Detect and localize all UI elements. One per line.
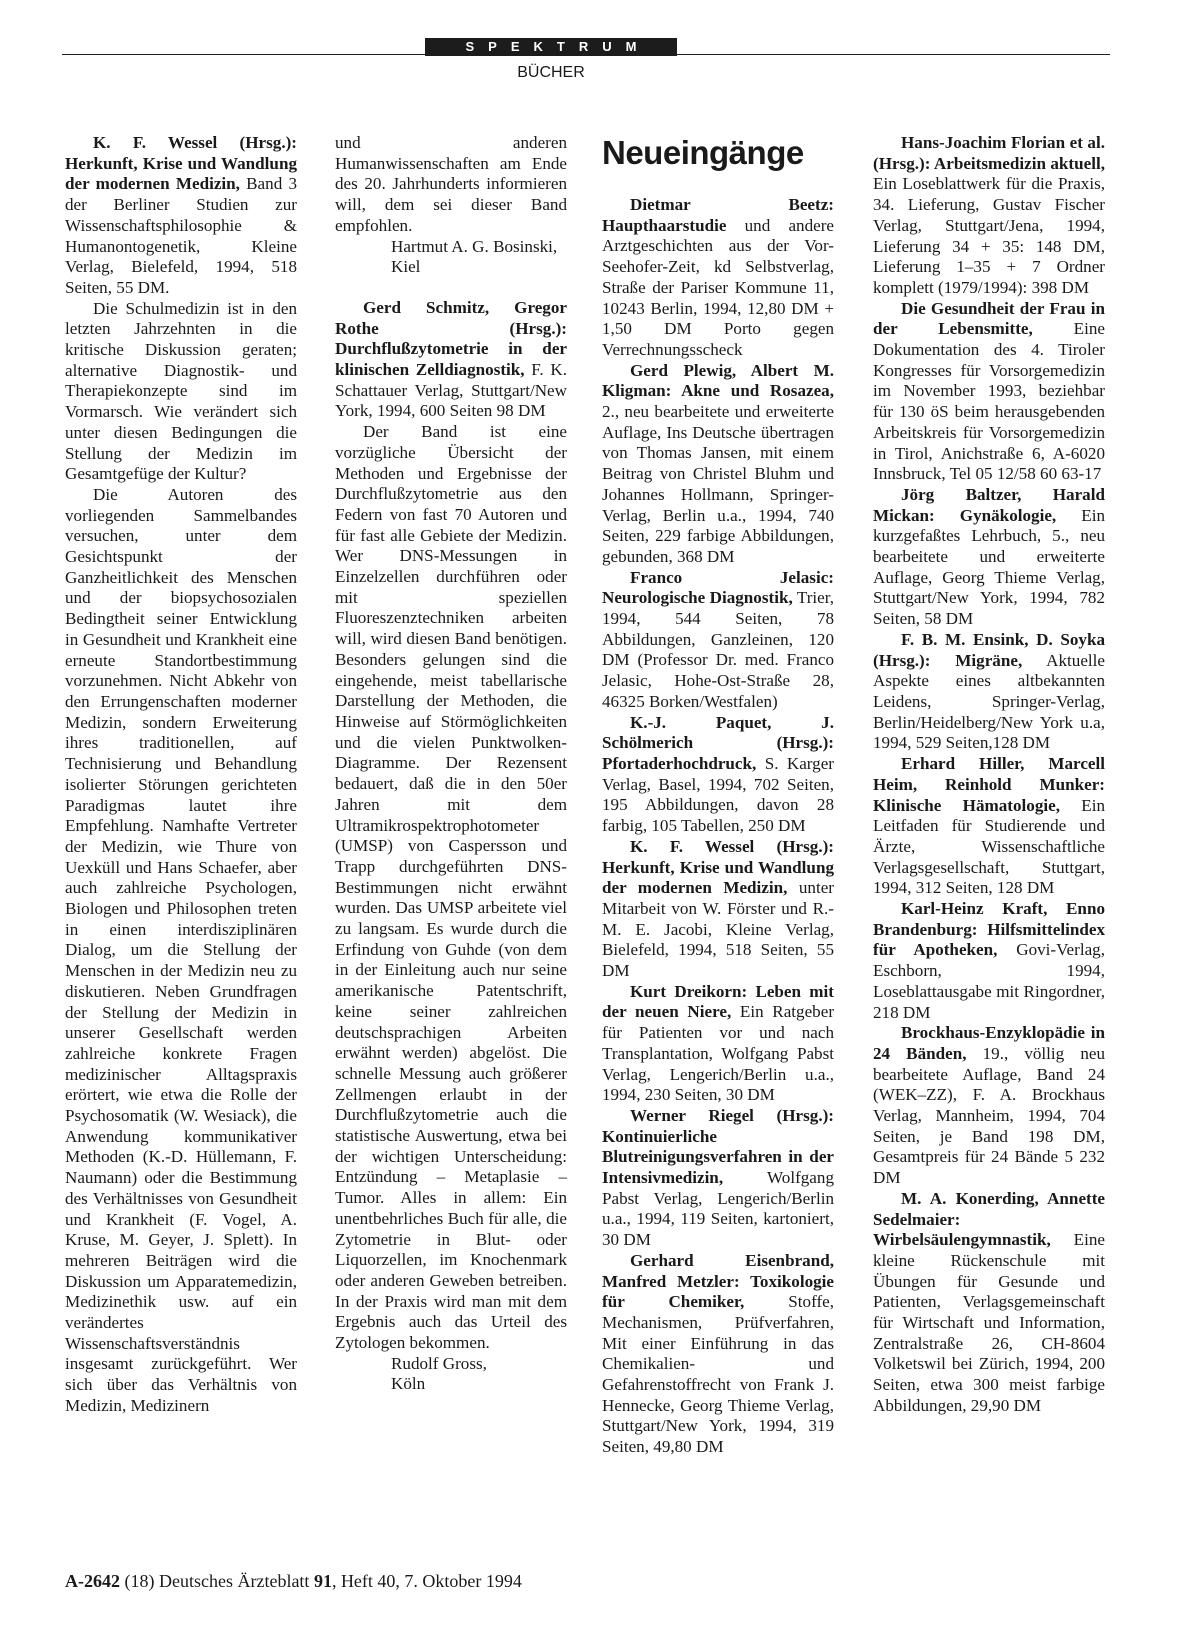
book-entry-title: F. B. M. Ensink, D. Soyka (Hrsg.): Migräne, <box>873 629 1105 670</box>
new-books-list <box>873 133 1105 1417</box>
book-entry-title: Brockhaus-Enzyklopädie in 24 Bänden, <box>873 1023 1105 1063</box>
book-entry-title: Jörg Baltzer, Harald Mickan: Gynäkologie, <box>873 484 1105 525</box>
book-entry-details: Ein Leitfaden für Studierende und Ärzte, Wissenschaftliche Verlagsgesellschaft, Stuttgart, 1994, 312 Seiten, 128 DM <box>873 795 1105 898</box>
book-entry <box>65 133 297 299</box>
book-entry-title: Gerd Schmitz, Gregor Rothe (Hrsg.): Durchflußzytometrie in der klinischen Zelldiagnostik, <box>335 297 567 380</box>
book-entry-details: Govi-Verlag, Eschborn, 1994, Loseblattausgabe mit Ringordner, 218 DM <box>873 940 1105 1022</box>
book-entry-details: Aktuelle Aspekte eines altbekannten Leidens, Springer-Verlag, Berlin/Heidelberg/New York u.a, 1994, 529 Seiten,128 DM <box>873 650 1105 753</box>
book-entry-title: Dietmar Beetz: Haupthaarstudie <box>602 195 834 235</box>
column-4 <box>873 133 1105 1417</box>
book-entry <box>873 754 1105 899</box>
book-entry <box>873 1189 1105 1417</box>
book-entry-details: Stoffe, Mechanismen, Prüfverfahren, Mit einer Einführung in das Chemikalien- und Gefahrenstoffrecht von Frank J. Hennecke, Georg Thieme Verlag, Stuttgart/New York, 1994, 319 Seiten, 49,80 DM <box>602 1292 835 1457</box>
book-entry-details: Wolfgang Pabst Verlag, Lengerich/Berlin u.a., 1994, 119 Seiten, kartoniert, 30 DM <box>602 1168 834 1250</box>
new-books-list <box>602 195 834 1458</box>
review-paragraph: Der Band ist eine vorzügliche Übersicht der Methoden und Ergebnisse der Durchflußzytometrie aus den Federn von fast 70 Autoren und für fast alle Gebiete der Medizin. Wer DNS-Messungen in Einzelzellen durchführen oder mit speziellen Fluoreszenztechniken arbeiten will, wird diesen Band benötigen. Besonders gelungen sind die eingehende, meist tabellarische Darstellung der Methoden, die Hinweise auf Störmöglichkeiten und die vielen Punktwolken-Diagramme. Der Rezensent bedauert, daß die in den 50er Jahren mit dem Ultramikrospektrophotometer (UMSP) von Caspersson und Trapp durchgeführten DNS-Bestimmungen nicht erwähnt wurden. Das UMSP arbeitete viel zu langsam. Es wurde durch die Erfindung von Guhde (von dem in der Einleitung auch nur seine amerikanische Patentschrift, keine seiner zahlreichen deutschsprachigen Arbeiten erwähnt werden) abgelöst. Die schnelle Messung auch größerer Zellmengen erlaubt in der Durchflußzytometrie auch die statistische Auswertung, etwa bei der wichtigen Unterscheidung: Entzündung – Metaplasie – Tumor. Alles in allem: Ein unentbehrliches Buch für alle, die Zytometrie in Blut- oder Liquorzellen, im Knochenmark oder anderen Geweben betreiben. In der Praxis wird man mit dem Ergebnis auch das Urteil des Zytologen bekommen. <box>335 422 567 1353</box>
book-entry-details: Ein Loseblattwerk für die Praxis, 34. Lieferung, Gustav Fischer Verlag, Stuttgart/Jena, 1994, Lieferung 34 + 35: 148 DM, Lieferung 1–35 + 7 Ordner komplett (1979/1994): 398 DM <box>873 174 1105 297</box>
book-entry <box>602 713 834 837</box>
book-entry <box>602 837 834 982</box>
section-headline: Neueingänge <box>602 134 804 171</box>
book-entry-details: 19., völlig neu bearbeitete Auflage, Band 24 (WEK–ZZ), F. A. Brockhaus Verlag, Mannheim, 1994, 704 Seiten, je Band 198 DM, Gesamtpreis für 24 Bände 5 232 DM <box>873 1043 1105 1188</box>
book-entry-details: Eine Dokumentation des 4. Tiroler Kongresses für Vorsorgemedizin im November 1993, beziehbar für 130 öS beim herausgebenden Arbeitskreis für Vorsorgemedizin in Tirol, Anichstraße 6, A-6020 Innsbruck, Tel 05 12/58 60 63-17 <box>873 319 1105 484</box>
book-entry-title: Franco Jelasic: Neurologische Diagnostik, <box>602 567 834 608</box>
book-entry-details: und andere Arztgeschichten aus der Vor-Seehofer-Zeit, kd Selbstverlag, Straße der Pariser Kommune 11, 10243 Berlin, 1994, 12,80 DM + 1,50 DM Porto gegen Verrechnungsscheck <box>602 215 834 359</box>
section-banner: SPEKTRUM <box>425 38 677 56</box>
reviewer-name: Rudolf Gross, <box>391 1353 487 1373</box>
book-entry <box>602 1251 834 1458</box>
book-entry <box>873 133 1105 299</box>
column-3 <box>602 133 834 1458</box>
book-entry <box>335 298 567 422</box>
reviewer-city: Köln <box>391 1374 426 1394</box>
book-entry <box>873 899 1105 1023</box>
book-entry-title: Die Gesundheit der Frau in der Lebensmitte, <box>873 298 1105 339</box>
review-paragraph: Die Schulmedizin ist in den letzten Jahrzehnten in die kritische Diskussion geraten; alternative Diagnostik- und Therapiekonzepte sind im Vormarsch. Wie verändert sich unter diesen Bedingungen die Stellung der Medizin im Gesamtgefüge der Kultur? <box>65 298 297 484</box>
book-entry-title: K. F. Wessel (Hrsg.): Herkunft, Krise und Wandlung der modernen Medizin, <box>602 836 834 898</box>
book-entry-title: Werner Riegel (Hrsg.): Kontinuierliche Blutreinigungsverfahren in der Intensivmedizin, <box>602 1105 834 1188</box>
review-paragraph: Die Autoren des vorliegenden Sammelbandes versuchen, unter dem Gesichtspunkt der Ganzheitlichkeit des Menschen und der biopsychosozialen Bedingtheit seiner Entwicklung in Gesundheit und Krankheit eine erneute Standortbestimmung vorzunehmen. Nicht Abkehr von den Errungenschaften moderner Medizin, sondern Erweiterung ihres traditionellen, auf Technisierung und Behandlung isolierter Störungen gerichteten Paradigmas lautet ihre Empfehlung. Namhafte Vertreter der Medizin, wie Thure von Uexküll und Hans Schaefer, aber auch zahlreiche Psychologen, Biologen und Philosophen treten in einen interdisziplinären Dialog, um die Stellung der Menschen in der Medizin neu zu diskutieren. Neben Grundfragen der Stellung der Medizin in unserer Gesellschaft werden zahlreiche konkrete Fragen medizinischer Alltagspraxis erörtert, wie etwa die Rolle der Psychosomatik (W. Wesiack), die Anwendung kommunikativer Methoden (K.-D. Hüllemann, F. Naumann) oder die Bestimmung des Verhältnisses von Gesundheit und Krankheit (F. Vogel, A. Kruse, M. Geyer, J. Splett). In mehreren Beiträgen wird die Diskussion um Apparatemedizin, Medizinethik usw. auf ein verändertes Wissenschaftsverständnis insgesamt zurückgeführt. Wer sich über das Verhältnis von Medizin, Medizinern <box>65 484 297 1415</box>
book-entry-details: Eine kleine Rückenschule mit Übungen für Gesunde und Patienten, Verlagsgemeinschaft für Wirtschaft und Information, Zentralstraße 26, CH-8604 Volketswil bei Zürich, 1994, 200 Seiten, etwa 300 meist farbige Abbildungen, 29,90 DM <box>873 1230 1105 1415</box>
book-entry-details: Ein kurzgefaßtes Lehrbuch, 5., neu bearbeitete und erweiterte Auflage, Georg Thieme Verlag, Stuttgart/New York, 1994, 782 Seiten, 58 DM <box>873 505 1106 629</box>
column-2 <box>335 133 567 1395</box>
book-entry <box>602 982 834 1106</box>
book-entry-title: Gerd Plewig, Albert M. Kligman: Akne und Rosazea, <box>602 360 834 401</box>
book-entry-title: Kurt Dreikorn: Leben mit der neuen Niere, <box>602 981 834 1022</box>
book-entry-details: S. Karger Verlag, Basel, 1994, 702 Seiten, 195 Abbildungen, davon 28 farbig, 105 Tabellen, 250 DM <box>602 753 834 836</box>
book-entry-details: F. K. Schattauer Verlag, Stuttgart/New York, 1994, 600 Seiten 98 DM <box>335 360 568 421</box>
book-entry-details: Trier, 1994, 544 Seiten, 78 Abbildungen, Ganzleinen, 120 DM (Professor Dr. med. Franco Jelasic, Hohe-Ost-Straße 28, 46325 Borken/Westfalen) <box>602 588 834 711</box>
book-entry <box>602 568 834 713</box>
reviewer-city: Kiel <box>391 257 421 277</box>
book-entry-details: Band 3 der Berliner Studien zur Wissenschaftsphilosophie & Humanontogenetik, Kleine Verlag, Bielefeld, 1994, 518 Seiten, 55 DM. <box>65 174 297 297</box>
column-1 <box>65 133 297 1417</box>
review-paragraph-continued: und anderen Humanwissenschaften am Ende des 20. Jahrhunderts informieren will, dem sei dieser Band empfohlen. <box>335 133 567 235</box>
book-entry-details: Ein Ratgeber für Patienten vor und nach Transplantation, Wolfgang Pabst Verlag, Lengerich/Berlin u.a., 1994, 230 Seiten, 30 DM <box>602 1002 835 1105</box>
book-entry-title: Erhard Hiller, Marcell Heim, Reinhold Munker: Klinische Hämatologie, <box>873 754 1105 815</box>
reviewer-name: Hartmut A. G. Bosinski, <box>391 236 558 256</box>
book-entry-details: unter Mitarbeit von W. Förster und R.-M. E. Jacobi, Kleine Verlag, Bielefeld, 1994, 518 Seiten, 55 DM <box>602 878 834 981</box>
book-entry <box>873 1023 1105 1189</box>
footer-journal: (18) Deutsches Ärzteblatt <box>120 1571 314 1591</box>
subsection-title: BÜCHER <box>517 64 585 81</box>
book-entry <box>873 630 1105 754</box>
book-entry <box>602 195 834 361</box>
reviewer-signature <box>335 237 567 278</box>
book-entry-title: K. F. Wessel (Hrsg.): Herkunft, Krise und Wandlung der modernen Medizin, <box>65 133 297 194</box>
book-entry <box>873 485 1105 630</box>
book-entry-title: K.-J. Paquet, J. Schölmerich (Hrsg.): Pfortaderhochdruck, <box>602 712 834 773</box>
book-entry <box>602 1106 834 1251</box>
footer-volume: 91 <box>313 1571 332 1591</box>
book-entry-title: Gerhard Eisenbrand, Manfred Metzler: Toxikologie für Chemiker, <box>602 1250 834 1312</box>
book-entry-title: Karl-Heinz Kraft, Enno Brandenburg: Hilfsmittelindex für Apotheken, <box>873 899 1105 960</box>
page-footer <box>65 1570 522 1592</box>
book-entry <box>873 299 1105 485</box>
footer-issue: , Heft 40, 7. Oktober 1994 <box>331 1571 522 1591</box>
book-entry-title: M. A. Konerding, Annette Sedelmaier: Wirbelsäulengymnastik, <box>873 1188 1105 1250</box>
book-entry-title: Hans-Joachim Florian et al. (Hrsg.): Arbeitsmedizin aktuell, <box>873 133 1105 173</box>
book-entry <box>602 361 834 568</box>
page-code: A-2642 <box>65 1571 120 1591</box>
book-entry-details: 2., neu bearbeitete und erweiterte Auflage, Ins Deutsche übertragen von Thomas Jansen, mit einem Beitrag von Christel Bluhm und Johannes Hollmann, Springer-Verlag, Berlin u.a., 1994, 740 Seiten, 229 farbige Abbildungen, gebunden, 368 DM <box>602 402 834 566</box>
